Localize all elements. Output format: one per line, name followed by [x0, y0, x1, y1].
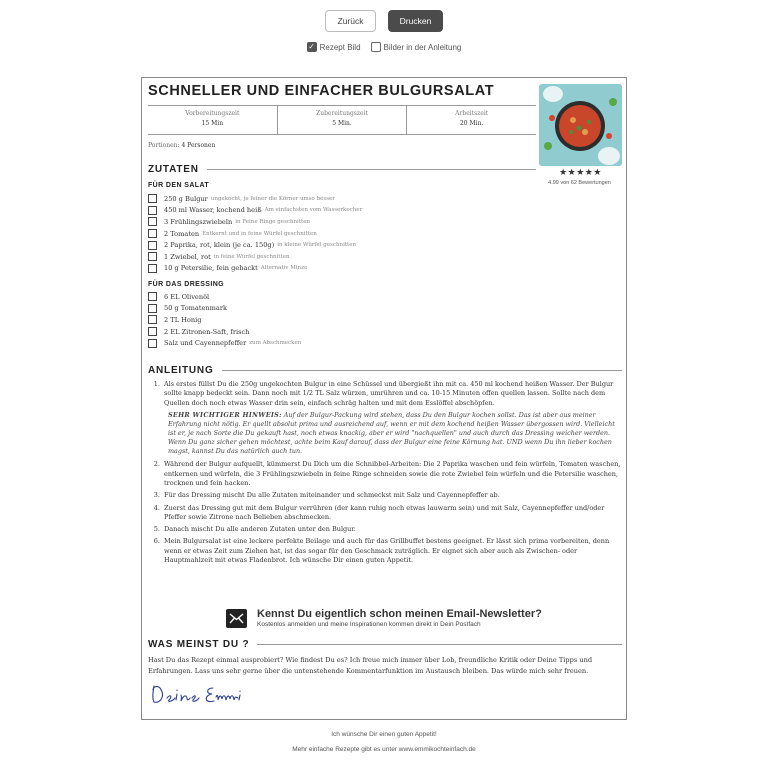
footer-website: Mehr einfache Rezepte gibt es unter www.emmikochteinfach.de — [292, 746, 476, 753]
ingredient-item — [148, 337, 528, 349]
newsletter-subtitle: Kostenlos anmelden und meine Inspirationen kommen direkt in Dein Postfach — [257, 621, 481, 628]
ingredient-text: 250 g Bulgur — [164, 194, 208, 203]
instruction-step — [148, 491, 622, 500]
step-text: Während der Bulgur aufquellt, kümmerst Du Dich um die Schnibbel-Arbeiten: Die 2 Paprika waschen und fein würfeln, Tomaten waschen, entkernen und würfeln, die 3 Frühlingszwiebeln in feine Ringe schneiden sowie die rote Zwiebel fein würfeln und die Petersilie waschen, trocknen und fein hacken. — [164, 460, 621, 487]
print-toolbar — [0, 10, 768, 34]
ingredient-note: Entkernt und in feine Würfel geschnitten — [202, 230, 317, 237]
rating-stars: ★★★★★ — [559, 168, 602, 178]
feedback-text: Hast Du das Rezept einmal ausprobiert? Wie findest Du es? Ich freue mich immer über Lob, freundliche Kritik oder Deine Tipps und Erfahrungen. Lass uns sehr gerne über die untenstehende Kommentarfunktion im Austausch bleiben. Das würde mich sehr freuen. — [148, 656, 593, 675]
ingredient-text: 2 Tomaten — [164, 229, 200, 238]
portions-value: 4 Personen — [181, 142, 216, 149]
print-options — [0, 42, 768, 52]
step-text: Für das Dressing mischt Du alle Zutaten miteinander und schmeckst mit Salz und Cayennepfeffer ab. — [164, 491, 500, 500]
signature — [150, 682, 260, 712]
ingredient-checkbox[interactable] — [148, 339, 157, 348]
step-number: 1. — [153, 380, 160, 388]
ingredient-item — [148, 216, 528, 228]
ingredient-note: in Feine Ringe geschnitten — [235, 218, 311, 225]
total-time — [407, 106, 536, 134]
prep-time-label: Vorbereitungszeit — [185, 110, 240, 117]
ingredient-item — [148, 314, 528, 326]
cook-time — [278, 106, 408, 134]
ingredient-checkbox[interactable] — [148, 194, 157, 203]
ingredients-heading-rule — [207, 169, 536, 170]
ingredient-item — [148, 239, 528, 251]
ingredient-text: 3 Frühlingszwiebeln — [164, 217, 233, 226]
step-number: 5. — [153, 525, 160, 534]
ingredient-note: in kleine Würfel geschnitten — [277, 242, 357, 249]
recipe-image-label: Rezept Bild — [319, 42, 361, 52]
instruction-step — [148, 504, 622, 523]
cook-time-label: Zubereitungszeit — [316, 110, 368, 117]
ingredient-checkbox[interactable] — [148, 264, 157, 273]
ingredient-text: 10 g Petersilie, fein gehackt — [164, 264, 258, 273]
important-note-text: Auf der Bulgur-Packung wird stehen, dass Du den Bulgur kochen sollst. Das ist aber aus meiner Erfahrung nicht nötig. Er quellt absolut prima und ausreichend auf, wenn er mit dem kochend heißen Wasser übergossen wird. Vielleicht ist er, je nach Sorte die Du gekauft hast, noch etwas knackig, aber er wird "nachquellen" und auch durch das Dressing weicher werden. Wenn Du ganz sicher gehen möchtest, achte beim Kauf darauf, dass der Bulgur eine feine Körnung hat. UND wenn Du ihn lieber kochen magst, kannst Du das natürlich auch tun. — [168, 410, 615, 456]
ingredient-text: Salz und Cayennepfeffer — [164, 339, 247, 348]
recipe-title: SCHNELLER UND EINFACHER BULGURSALAT — [148, 83, 495, 99]
ingredient-checkbox[interactable] — [148, 229, 157, 238]
step-text: Danach mischt Du alle anderen Zutaten unter den Bulgur. — [164, 525, 356, 534]
step-text: Mein Bulgursalat ist eine leckere perfekte Beilage und auch für das Grillbuffet bestens geeignet. Er lässt sich prima vorbereiten, denn wenn er etwas Zeit zum Ziehen hat, ist das sogar für den Geschmack zuträglich. Er eignet sich aber auch als Zwischen- oder Hauptmahlzeit mit etwas Fladenbrot. Ich wünsche Dir einen guten Appetit. — [164, 537, 610, 565]
recipe-photo — [539, 84, 622, 166]
ingredient-item — [148, 193, 528, 205]
ingredients-heading-text: ZUTATEN — [148, 164, 199, 175]
ingredient-text: 2 TL Honig — [164, 315, 202, 324]
ingredient-checkbox[interactable] — [148, 327, 157, 336]
recipe-image-checkbox[interactable]: ✓ — [308, 42, 315, 51]
newsletter-promo[interactable] — [226, 608, 542, 628]
ingredient-note: in feine Würfel geschnitten — [213, 253, 290, 260]
ingredient-item — [148, 228, 528, 240]
newsletter-title: Kennst Du eigentlich schon meinen Email-Newsletter? — [257, 608, 542, 620]
step-images-checkbox[interactable] — [371, 42, 381, 52]
instructions-heading-text: ANLEITUNG — [148, 365, 214, 376]
dressing-ingredient-list — [148, 291, 528, 349]
ingredient-checkbox[interactable] — [148, 206, 157, 215]
step-text: Als erstes füllst Du die 250g ungekochten Bulgur in eine Schüssel und übergießt ihn mit ca. 450 ml kochend heißen Wasser. Der Bulgur sollte knapp bedeckt sein. Dann noch mit 1/2 TL Salz würzen, umrühren und ca. 10-15 Minuten offen quellen lassen. Sollte nach dem Quellen doch noch etwas Wasser drin sein, einfach schräg halten und mit dem Esslöffel abschöpfen. — [164, 380, 614, 407]
portions-label: Portionen: — [148, 142, 180, 149]
prep-time — [148, 106, 278, 134]
rating-text: 4.99 von 62 Bewertungen — [548, 180, 611, 186]
instruction-step — [148, 380, 622, 408]
ingredient-text: 450 ml Wasser, kochend heiß — [164, 206, 262, 215]
step-images-option[interactable] — [371, 42, 462, 52]
dressing-group-title: FÜR DAS DRESSING — [148, 281, 225, 288]
cook-time-value: 5 Min. — [332, 120, 352, 127]
feedback-heading-text: WAS MEINST DU ? — [148, 639, 250, 650]
ingredient-item — [148, 326, 528, 338]
total-time-label: Arbeitszeit — [455, 110, 489, 117]
recipe-image-option[interactable] — [307, 42, 361, 52]
ingredient-checkbox[interactable] — [148, 315, 157, 324]
ingredient-item — [148, 303, 528, 315]
step-text: Zuerst das Dressing gut mit dem Bulgur verrühren (der kann ruhig noch etwas lauwarm sein) und mit Salz, Cayennepfeffer und/oder Pfeffer sowie Zitrone nach Belieben abschmecken. — [164, 503, 605, 521]
salad-ingredient-list — [148, 193, 528, 274]
step-number: 6. — [153, 537, 160, 546]
ingredient-text: 1 Zwiebel, rot — [164, 252, 211, 261]
ingredient-item — [148, 205, 528, 217]
salad-group-title: FÜR DEN SALAT — [148, 182, 210, 189]
time-table — [148, 105, 536, 135]
ingredient-text: 2 Paprika, rot, klein (je ca. 150g) — [164, 241, 275, 250]
step-number: 2. — [153, 460, 160, 469]
ingredient-text: 6 EL Olivenöl — [164, 292, 210, 301]
ingredient-note: Am einfachsten vom Wasserkocher — [264, 207, 363, 214]
ingredients-heading — [148, 164, 536, 175]
ingredient-item — [148, 251, 528, 263]
footer-greeting: Ich wünsche Dir einen guten Appetit! — [331, 731, 437, 738]
step-number: 4. — [153, 503, 160, 512]
total-time-value: 20 Min. — [459, 120, 484, 127]
portions — [148, 142, 215, 149]
mail-icon — [226, 609, 247, 628]
ingredient-note: Alternativ Minze — [260, 265, 308, 272]
ingredient-checkbox[interactable] — [148, 304, 157, 313]
print-button[interactable]: Drucken — [388, 10, 443, 32]
ingredient-note: ungekocht, je feiner die Körner umso besser — [210, 195, 335, 202]
step-number: 3. — [153, 491, 160, 500]
instruction-step — [148, 525, 622, 534]
step-images-label: Bilder in der Anleitung — [383, 42, 462, 52]
feedback-heading-rule — [257, 644, 622, 645]
ingredient-checkbox[interactable] — [148, 217, 157, 226]
instructions-heading-rule — [222, 370, 622, 371]
important-note — [168, 411, 622, 456]
ingredient-note: zum Abschmecken — [249, 340, 302, 347]
instructions-heading — [148, 365, 622, 376]
instruction-step — [148, 537, 622, 565]
ingredient-checkbox[interactable] — [148, 292, 157, 301]
instruction-step — [148, 460, 622, 488]
back-button[interactable]: Zurück — [325, 10, 376, 32]
ingredient-item — [148, 263, 528, 275]
important-note-label: SEHR WICHTIGER HINWEIS: — [168, 410, 282, 419]
ingredient-item — [148, 291, 528, 303]
ingredient-checkbox[interactable] — [148, 252, 157, 261]
ingredient-text: 2 EL Zitronen-Saft, frisch — [164, 327, 250, 336]
prep-time-value: 15 Min — [201, 120, 224, 127]
instructions-list — [148, 380, 622, 568]
feedback-heading — [148, 639, 622, 650]
ingredient-checkbox[interactable] — [148, 241, 157, 250]
recipe-card — [141, 77, 627, 720]
ingredient-text: 50 g Tomatenmark — [164, 304, 227, 313]
